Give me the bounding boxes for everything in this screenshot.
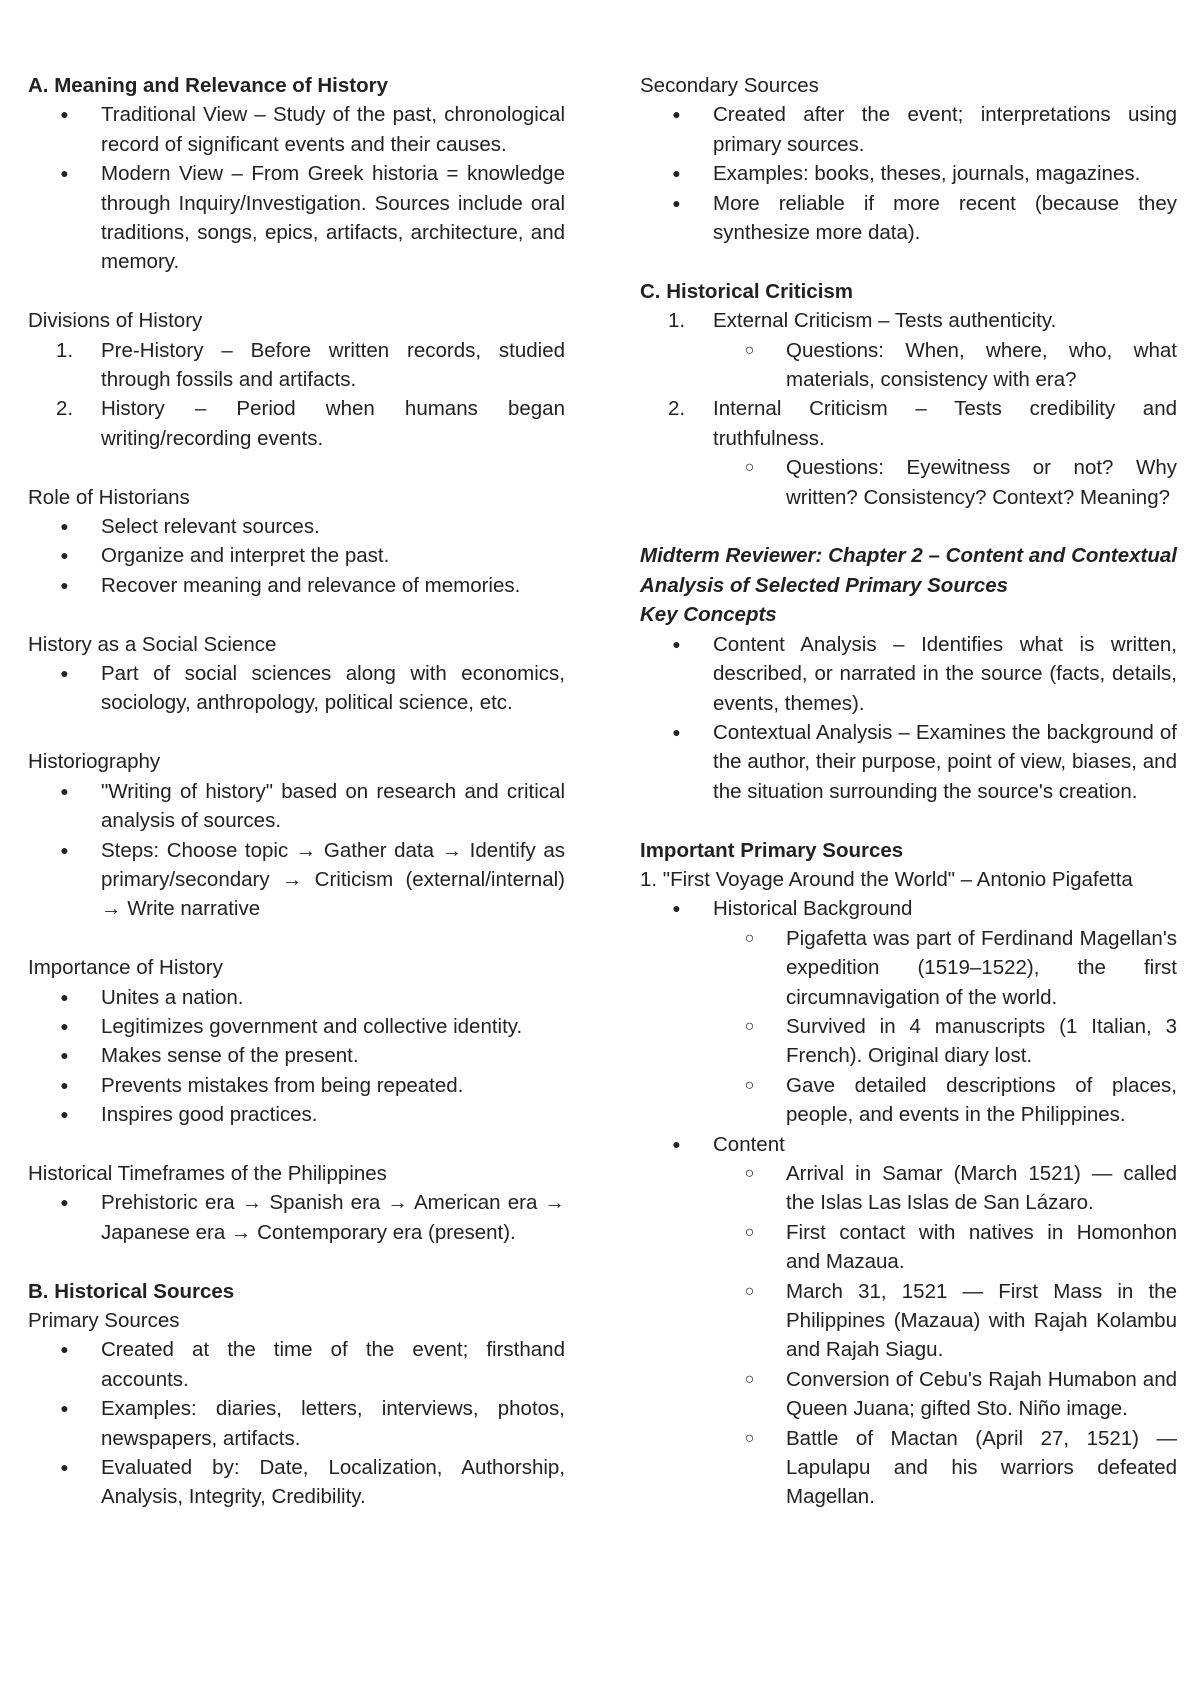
bullet-icon: ● [60,1017,69,1034]
list-item: ● Makes sense of the present. [28,1041,565,1070]
list-item: ● Prehistoric era → Spanish era → American era → Japanese era → Contemporary era (present). [28,1188,565,1247]
timeframes-heading: Historical Timeframes of the Philippines [28,1161,387,1185]
sub-bullet-icon: ○ [744,341,755,359]
primary-sources-heading: Primary Sources [28,1308,180,1332]
midterm-heading: Midterm Reviewer: Chapter 2 – Content and Contextual Analysis of Selected Primary Sources [640,544,1177,597]
section-a-heading: A. Meaning and Relevance of History [28,74,388,97]
meaning-list [28,100,565,276]
bullet-icon: ● [60,1106,69,1123]
divisions-list [28,336,565,454]
list-item: ○ Arrival in Samar (March 1521) — called the Islas Las Islas de San Lázaro. [640,1159,1177,1218]
list-item: 2. Internal Criticism – Tests credibility and truthfulness. ○ Questions: Eyewitness or not? Why written? Consistency? Context? Meaning? [640,394,1177,512]
bullet-icon: ● [60,1400,69,1417]
right-column [640,71,1177,1512]
bullet-icon: ● [672,165,681,182]
sub-bullet-icon: ○ [744,1282,755,1300]
section-b-heading: B. Historical Sources [28,1279,235,1303]
secondary-sources-list [640,100,1177,247]
list-item: ● Evaluated by: Date, Localization, Authorship, Analysis, Integrity, Credibility. [28,1453,565,1512]
list-item: ○ Survived in 4 manuscripts (1 Italian, 3 French). Original diary lost. [640,1012,1177,1071]
sub-list [640,1159,1177,1512]
source-title: 1. "First Voyage Around the World" – Antonio Pigafetta [640,867,1133,891]
role-heading: Role of Historians [28,485,190,509]
list-item: ● Organize and interpret the past. [28,541,565,570]
bullet-icon: ● [60,576,69,593]
bullet-icon: ● [60,106,69,123]
bullet-icon: ● [60,988,69,1005]
list-item: ● More reliable if more recent (because they synthesize more data). [640,189,1177,248]
role-list [28,512,565,600]
bullet-icon: ● [60,1047,69,1064]
list-item: ● Unites a nation. [28,983,565,1012]
sub-bullet-icon: ○ [744,459,755,477]
list-item: 2. History – Period when humans began writing/recording events. [56,397,565,450]
key-concepts-heading: Key Concepts [640,603,777,627]
divisions-heading: Divisions of History [28,309,203,333]
bullet-icon: ● [60,547,69,564]
list-item: ● Steps: Choose topic → Gather data → Identify as primary/secondary → Criticism (external/internal) → Write narrative [28,836,565,924]
sub-bullet-icon: ○ [744,1429,755,1447]
primary-sources-list [28,1335,565,1511]
list-item: ● "Writing of history" based on research and critical analysis of sources. [28,777,565,836]
list-item: ○ Conversion of Cebu's Rajah Humabon and Queen Juana; gifted Sto. Niño image. [640,1365,1177,1424]
sub-bullet-icon: ○ [744,1076,755,1094]
secondary-sources-heading: Secondary Sources [640,74,819,97]
bullet-icon: ● [672,1135,681,1152]
list-item: ● Content Analysis – Identifies what is written, described, or narrated in the source (facts, details, events, themes). [640,630,1177,718]
importance-list [28,983,565,1130]
list-item: ○ March 31, 1521 — First Mass in the Philippines (Mazaua) with Rajah Kolambu and Rajah Siagu. [640,1277,1177,1365]
list-item: ● Inspires good practices. [28,1100,565,1129]
list-item: 1. Pre-History – Before written records, studied through fossils and artifacts. [56,338,565,392]
list-item: ○ Pigafetta was part of Ferdinand Magellan's expedition (1519–1522), the first circumnavigation of the world. [640,924,1177,1012]
timeframes-list [28,1188,565,1247]
social-science-list [28,659,565,718]
list-item: ● Legitimizes government and collective identity. [28,1012,565,1041]
sub-list [713,336,1177,395]
section-c-heading: C. Historical Criticism [640,279,854,303]
historiography-list [28,777,565,924]
list-item: ● Traditional View – Study of the past, chronological record of significant events and their causes. [28,100,565,159]
bullet-icon: ● [60,165,69,182]
list-item: ● Examples: diaries, letters, interviews, photos, newspapers, artifacts. [28,1394,565,1453]
bullet-icon: ● [60,1194,69,1211]
bullet-icon: ● [60,1076,69,1093]
key-concepts-list [640,630,1177,806]
important-sources-heading: Important Primary Sources [640,838,904,862]
importance-heading: Importance of History [28,956,223,980]
social-science-heading: History as a Social Science [28,632,277,656]
sub-bullet-icon: ○ [744,1017,755,1035]
list-item: ○ First contact with natives in Homonhon and Mazaua. [640,1218,1177,1277]
sub-bullet-icon: ○ [744,1370,755,1388]
sub-bullet-icon: ○ [744,1164,755,1182]
bullet-icon: ● [60,841,69,858]
sub-list [713,453,1177,512]
list-item: ● Examples: books, theses, journals, magazines. [640,159,1177,188]
list-item: ● Part of social sciences along with economics, sociology, anthropology, political science, etc. [28,659,565,718]
list-item: ● Contextual Analysis – Examines the background of the author, their purpose, point of view, biases, and the situation surrounding the source's creation. [640,718,1177,806]
list-item: ● Prevents mistakes from being repeated. [28,1071,565,1100]
historiography-heading: Historiography [28,750,161,774]
bullet-icon: ● [60,1458,69,1475]
bullet-icon: ● [672,106,681,123]
criticism-list [640,306,1177,512]
left-column [28,71,565,1512]
list-item: ● Created at the time of the event; firsthand accounts. [28,1335,565,1394]
list-item: ● Modern View – From Greek historia = knowledge through Inquiry/Investigation. Sources include oral traditions, songs, epics, artifacts, architecture, and memory. [28,159,565,277]
bullet-icon: ● [60,665,69,682]
bullet-icon: ● [60,1341,69,1358]
list-item: ● Created after the event; interpretations using primary sources. [640,100,1177,159]
bullet-icon: ● [672,900,681,917]
list-item: ● Historical Background ○ Pigafetta was part of Ferdinand Magellan's expedition (1519–1522), the first circumnavigation of the world. ○ Survived in 4 manuscripts (1 Italian, 3 French). Original diary lost. ○ Gave detailed descriptions of places, people, and events in the Philippines. [640,894,1177,1129]
bullet-icon: ● [672,194,681,211]
list-item: ● Select relevant sources. [28,512,565,541]
list-item: ● Recover meaning and relevance of memories. [28,571,565,600]
bullet-icon: ● [60,782,69,799]
list-item: ○ Gave detailed descriptions of places, people, and events in the Philippines. [640,1071,1177,1130]
list-item: ○ Questions: Eyewitness or not? Why written? Consistency? Context? Meaning? [640,453,1177,512]
list-item: 1. External Criticism – Tests authenticity. ○ Questions: When, where, who, what materials, consistency with era? [640,306,1177,394]
pigafetta-list [640,894,1177,1512]
sub-list [640,924,1177,1130]
list-item: ● Content ○ Arrival in Samar (March 1521) — called the Islas Las Islas de San Lázaro. ○ First contact with natives in Homonhon and Mazaua. ○ March 31, 1521 — First Mass in the Philippines (Mazaua) with Rajah Kolambu and Rajah Siagu. ○ Conversion of Cebu's Rajah Humabon and Queen Juana; gifted Sto. Niño image. ○ Battle of Mactan (April 27, 1521) — Lapulapu and his warriors defeated Magellan. [640,1130,1177,1512]
list-item: ○ Battle of Mactan (April 27, 1521) — Lapulapu and his warriors defeated Magellan. [640,1424,1177,1512]
bullet-icon: ● [672,723,681,740]
bullet-icon: ● [672,635,681,652]
list-item: ○ Questions: When, where, who, what materials, consistency with era? [640,336,1177,395]
bullet-icon: ● [60,518,69,535]
sub-bullet-icon: ○ [744,1223,755,1241]
sub-bullet-icon: ○ [744,929,755,947]
